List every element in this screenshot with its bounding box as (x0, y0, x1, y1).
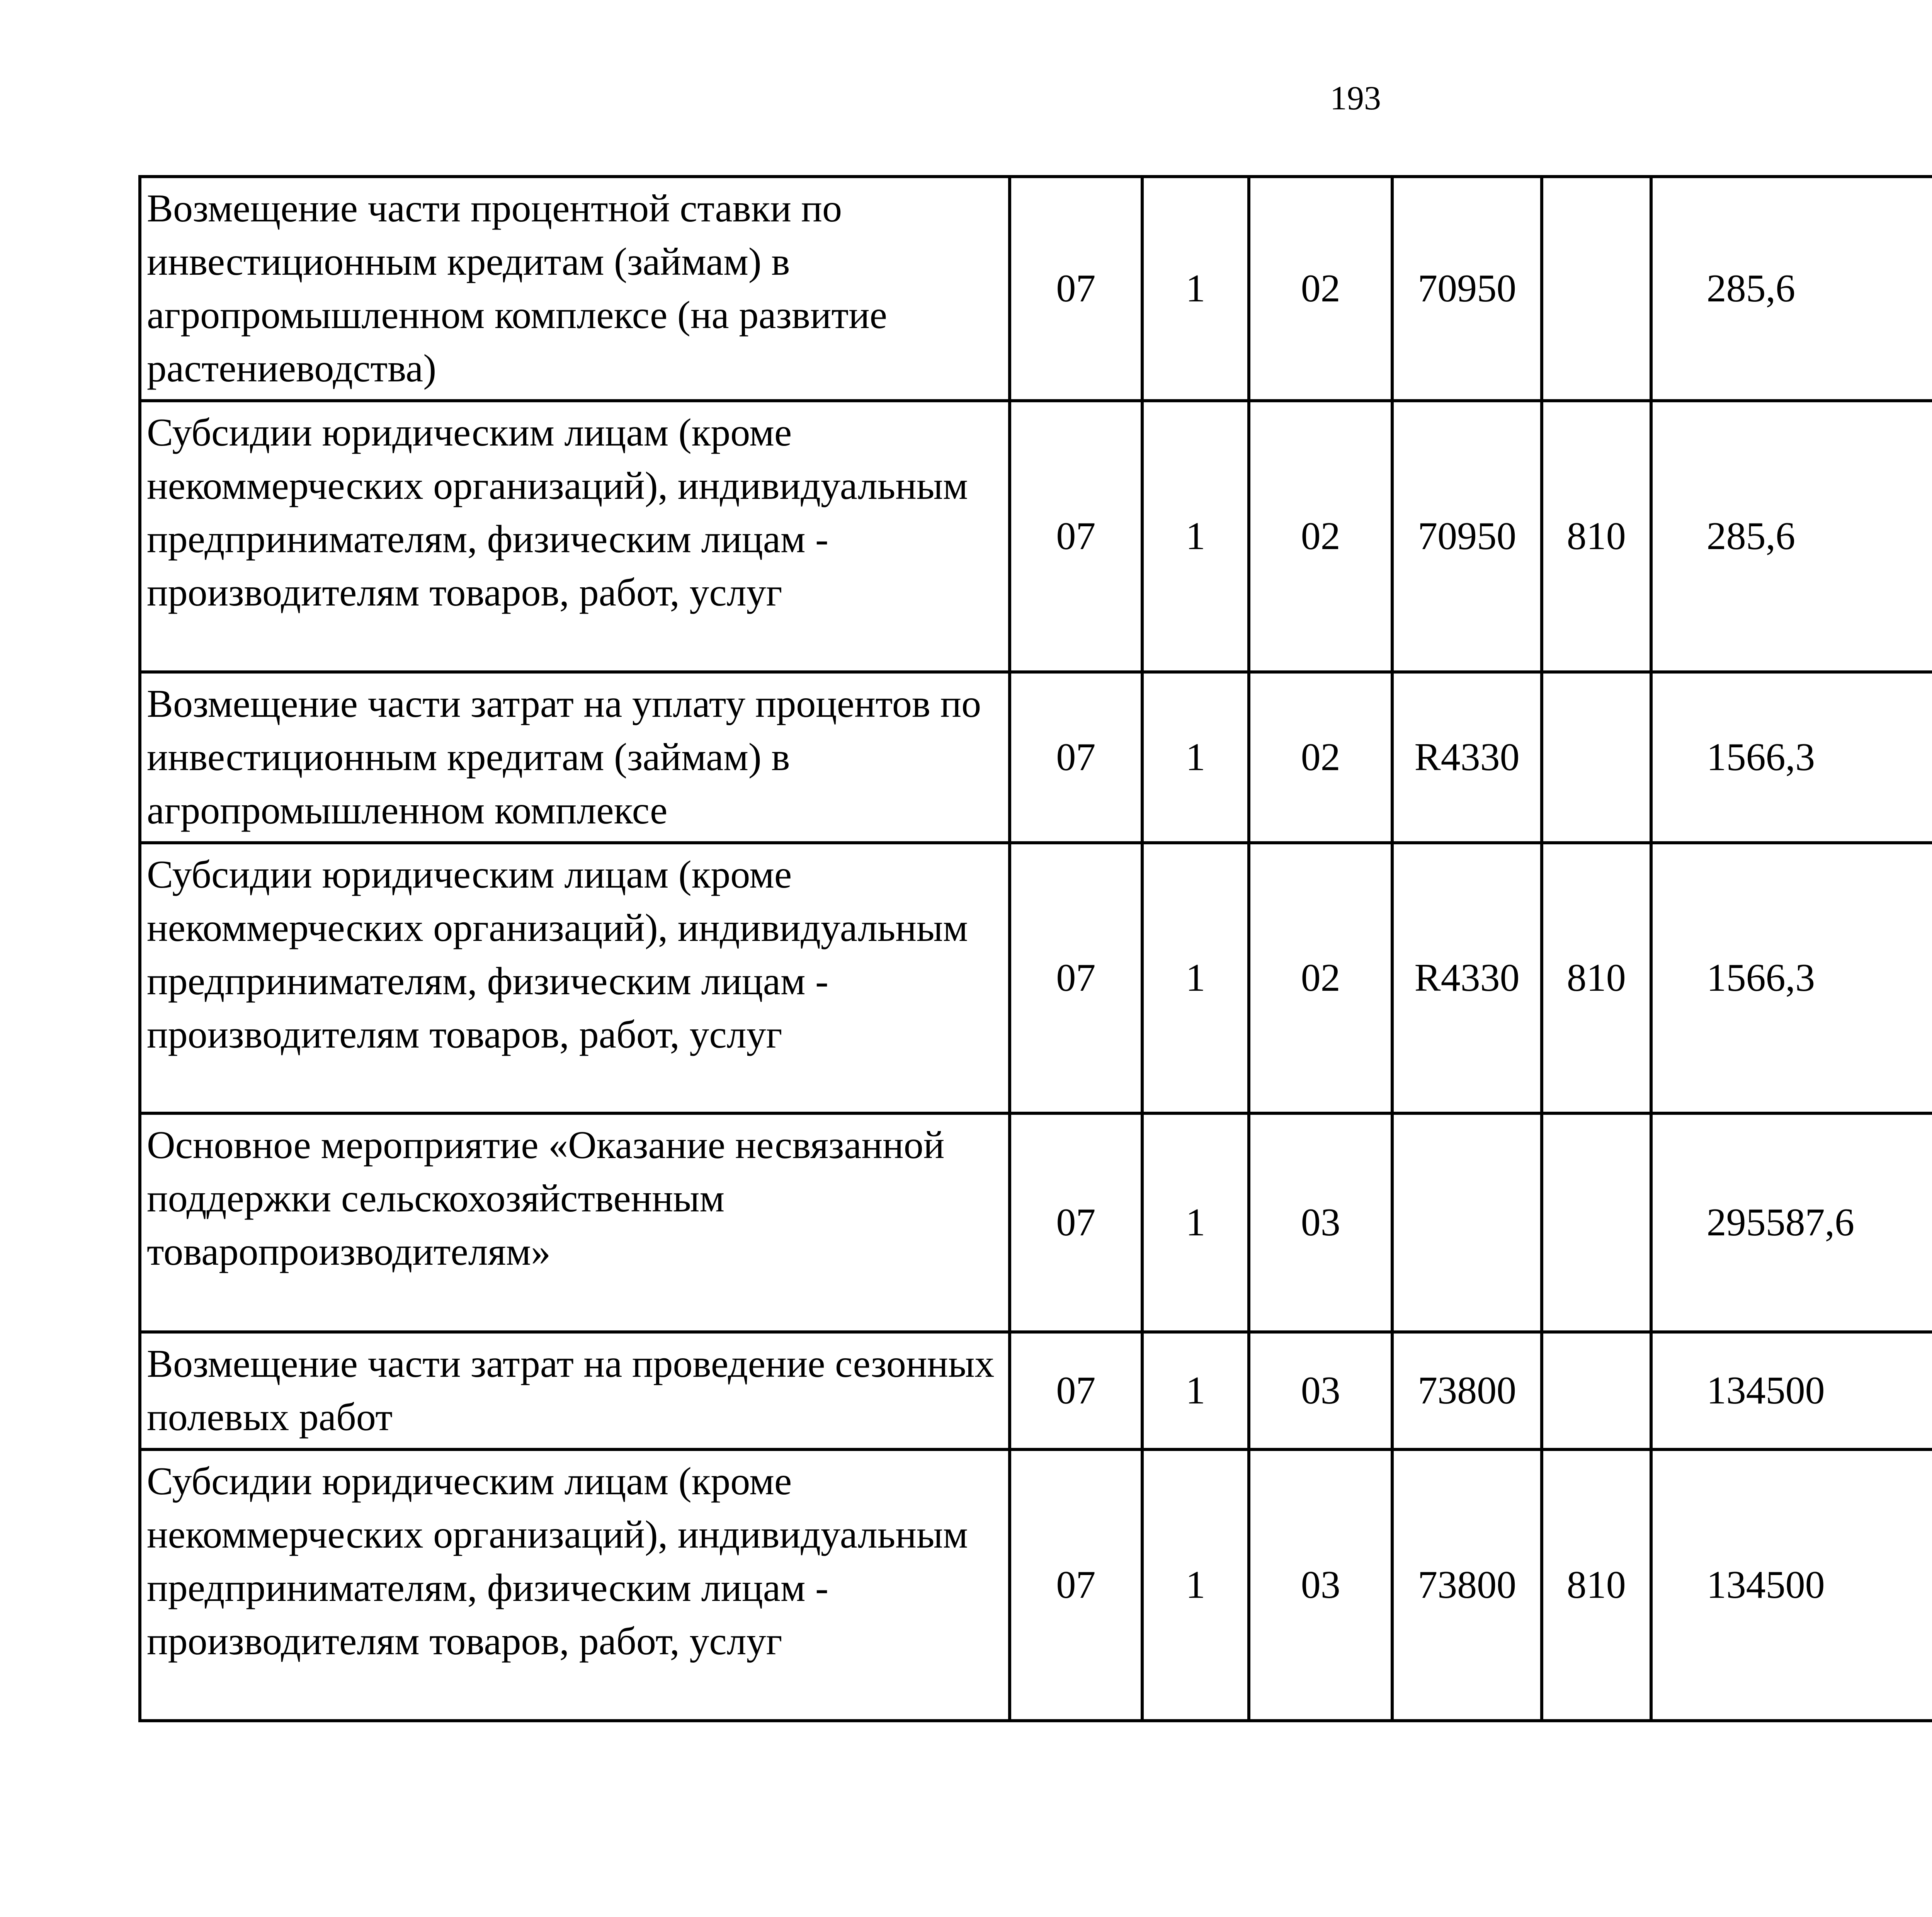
table-row (140, 672, 1932, 843)
code-program: 1 (1142, 177, 1249, 401)
amount-year-1: 1566,3 (1651, 843, 1932, 1113)
amount-year-1: 134500 (1651, 1332, 1932, 1449)
page-number: 193 (1330, 80, 1381, 117)
code-target: 73800 (1392, 1332, 1542, 1449)
code-subprogram: 03 (1249, 1332, 1392, 1449)
amount-year-1: 285,6 (1651, 177, 1932, 401)
code-expense-type (1542, 672, 1651, 843)
code-section: 07 (1010, 401, 1142, 672)
row-name: Субсидии юридическим лицам (кроме некоммерческих организаций), индивидуальным предпринимателям, физическим лицам - производителям товаров, работ, услуг (140, 401, 1010, 672)
code-subprogram: 03 (1249, 1449, 1392, 1721)
code-expense-type (1542, 177, 1651, 401)
row-name: Возмещение части затрат на уплату процентов по инвестиционным кредитам (займам) в агропромышленном комплексе (140, 672, 1010, 843)
code-expense-type: 810 (1542, 1449, 1651, 1721)
code-section: 07 (1010, 672, 1142, 843)
code-section: 07 (1010, 1332, 1142, 1449)
code-expense-type: 810 (1542, 401, 1651, 672)
code-section: 07 (1010, 177, 1142, 401)
code-section: 07 (1010, 843, 1142, 1113)
code-subprogram: 02 (1249, 843, 1392, 1113)
code-program: 1 (1142, 1449, 1249, 1721)
table-row (140, 843, 1932, 1113)
code-target: R4330 (1392, 843, 1542, 1113)
row-name: Субсидии юридическим лицам (кроме некоммерческих организаций), индивидуальным предпринимателям, физическим лицам - производителям товаров, работ, услуг (140, 843, 1010, 1113)
table-row (140, 1332, 1932, 1449)
code-target: 73800 (1392, 1449, 1542, 1721)
row-name: Возмещение части процентной ставки по инвестиционным кредитам (займам) в агропромышленном комплексе (на развитие растениеводства) (140, 177, 1010, 401)
table-row (140, 401, 1932, 672)
code-program: 1 (1142, 1113, 1249, 1332)
code-program: 1 (1142, 401, 1249, 672)
amount-year-1: 1566,3 (1651, 672, 1932, 843)
code-program: 1 (1142, 672, 1249, 843)
code-target: 70950 (1392, 401, 1542, 672)
table-row (140, 1113, 1932, 1332)
code-target: R4330 (1392, 672, 1542, 843)
row-name: Субсидии юридическим лицам (кроме некоммерческих организаций), индивидуальным предпринимателям, физическим лицам - производителям товаров, работ, услуг (140, 1449, 1010, 1721)
code-subprogram: 02 (1249, 177, 1392, 401)
amount-year-1: 295587,6 (1651, 1113, 1932, 1332)
code-program: 1 (1142, 1332, 1249, 1449)
code-subprogram: 02 (1249, 672, 1392, 843)
row-name: Основное мероприятие «Оказание несвязанной поддержки сельскохозяйственным товаропроизводителям» (140, 1113, 1010, 1332)
code-expense-type (1542, 1113, 1651, 1332)
code-target: 70950 (1392, 177, 1542, 401)
amount-year-1: 285,6 (1651, 401, 1932, 672)
code-expense-type: 810 (1542, 843, 1651, 1113)
amount-year-1: 134500 (1651, 1449, 1932, 1721)
code-program: 1 (1142, 843, 1249, 1113)
code-expense-type (1542, 1332, 1651, 1449)
code-section: 07 (1010, 1449, 1142, 1721)
budget-table (138, 175, 1932, 1722)
code-subprogram: 02 (1249, 401, 1392, 672)
code-subprogram: 03 (1249, 1113, 1392, 1332)
table-row (140, 1449, 1932, 1721)
row-name: Возмещение части затрат на проведение сезонных полевых работ (140, 1332, 1010, 1449)
table-row (140, 177, 1932, 401)
code-target (1392, 1113, 1542, 1332)
code-section: 07 (1010, 1113, 1142, 1332)
